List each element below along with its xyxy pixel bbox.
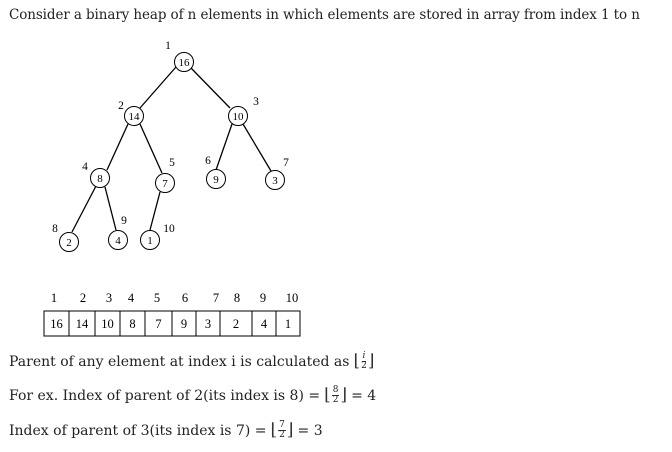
example-text-1: For ex. Index of parent of 2(its index is 8) = bbox=[9, 387, 321, 404]
array-index: 9 bbox=[259, 291, 267, 305]
floor-left-bracket: ⌊ bbox=[353, 351, 361, 371]
heap-node-3 bbox=[229, 96, 260, 126]
array-value: 9 bbox=[180, 317, 188, 331]
example-line-2 bbox=[9, 421, 323, 440]
array-value: 2 bbox=[232, 317, 240, 331]
fraction-denominator: 2 bbox=[279, 430, 285, 440]
fraction bbox=[278, 421, 286, 440]
heap-node-4 bbox=[82, 161, 109, 188]
edge-1-3 bbox=[190, 67, 230, 108]
parent-formula-text: Parent of any element at index i is calculated as bbox=[9, 353, 350, 370]
node-index: 6 bbox=[205, 155, 211, 167]
heap-node-6 bbox=[205, 155, 225, 189]
floor-right-bracket: ⌋ bbox=[340, 385, 348, 405]
node-index: 7 bbox=[283, 157, 289, 169]
node-index: 8 bbox=[52, 223, 58, 235]
fraction-numerator: 8 bbox=[332, 385, 339, 395]
heap-node-1 bbox=[165, 40, 193, 72]
edge-1-2 bbox=[140, 67, 176, 108]
heap-node-2 bbox=[118, 100, 143, 126]
array-value: 4 bbox=[260, 317, 268, 331]
array-value: 7 bbox=[155, 317, 162, 331]
edge-2-4 bbox=[107, 124, 128, 170]
array-index: 2 bbox=[79, 291, 87, 305]
array-index: 6 bbox=[181, 291, 189, 305]
array-index: 5 bbox=[153, 291, 161, 305]
node-index: 10 bbox=[163, 223, 175, 235]
floor-7-over-2 bbox=[271, 421, 323, 440]
node-value: 1 bbox=[147, 235, 153, 247]
array-index: 8 bbox=[233, 291, 241, 305]
node-value: 16 bbox=[178, 57, 190, 69]
floor-right-bracket: ⌋ bbox=[286, 420, 294, 440]
fraction bbox=[361, 352, 367, 371]
floor-8-over-2 bbox=[324, 386, 376, 405]
node-index: 9 bbox=[121, 215, 127, 227]
parent-formula-line bbox=[9, 352, 374, 371]
node-index: 2 bbox=[118, 100, 124, 112]
fraction bbox=[332, 386, 340, 405]
array-value: 16 bbox=[50, 317, 63, 331]
array-index: 4 bbox=[127, 291, 135, 305]
node-index: 1 bbox=[165, 40, 171, 52]
node-value: 2 bbox=[66, 237, 72, 249]
node-value: 9 bbox=[213, 174, 219, 186]
array-value: 3 bbox=[204, 317, 212, 331]
heap-diagram bbox=[10, 36, 332, 341]
array-index: 3 bbox=[105, 291, 113, 305]
example-line-1 bbox=[9, 386, 376, 405]
heap-node-7 bbox=[266, 157, 290, 190]
node-index: 5 bbox=[169, 157, 175, 169]
node-index: 4 bbox=[82, 161, 88, 173]
heap-node-9 bbox=[109, 215, 128, 250]
array-value: 1 bbox=[284, 317, 292, 331]
edge-3-6 bbox=[216, 124, 232, 170]
node-value: 3 bbox=[272, 175, 278, 187]
node-value: 10 bbox=[232, 111, 244, 123]
example-result-2: = 3 bbox=[297, 422, 323, 439]
heap-figure bbox=[10, 36, 332, 341]
fraction-denominator: 2 bbox=[361, 361, 367, 371]
intro-text: Consider a binary heap of n elements in which elements are stored in array from index 1 to n bbox=[9, 7, 640, 23]
heap-node-10 bbox=[141, 223, 176, 250]
fraction-numerator: 7 bbox=[279, 420, 285, 430]
array-index: 10 bbox=[285, 291, 299, 305]
floor-left-bracket: ⌊ bbox=[270, 420, 278, 440]
array-index: 7 bbox=[212, 291, 220, 305]
fraction-denominator: 2 bbox=[332, 395, 339, 405]
node-value: 7 bbox=[162, 178, 168, 190]
edge-2-5 bbox=[140, 124, 162, 173]
array-value: 10 bbox=[101, 317, 114, 331]
example-result-1: = 4 bbox=[351, 387, 377, 404]
array-value: 8 bbox=[129, 317, 136, 331]
edge-4-9 bbox=[105, 187, 116, 230]
floor-right-bracket: ⌋ bbox=[367, 351, 375, 371]
node-index: 3 bbox=[253, 96, 259, 108]
example-text-2: Index of parent of 3(its index is 7) = bbox=[9, 422, 267, 439]
node-value: 8 bbox=[97, 173, 103, 185]
fraction-numerator: i bbox=[362, 351, 366, 361]
edge-4-8 bbox=[72, 186, 96, 232]
heap-node-5 bbox=[156, 157, 176, 193]
node-value: 4 bbox=[115, 235, 121, 247]
floor-i-over-2 bbox=[353, 352, 374, 371]
array-value: 14 bbox=[75, 317, 89, 331]
edge-5-10 bbox=[150, 192, 160, 230]
floor-left-bracket: ⌊ bbox=[324, 385, 331, 405]
edge-3-7 bbox=[243, 124, 271, 171]
node-value: 14 bbox=[128, 111, 140, 123]
array-index: 1 bbox=[50, 291, 58, 305]
